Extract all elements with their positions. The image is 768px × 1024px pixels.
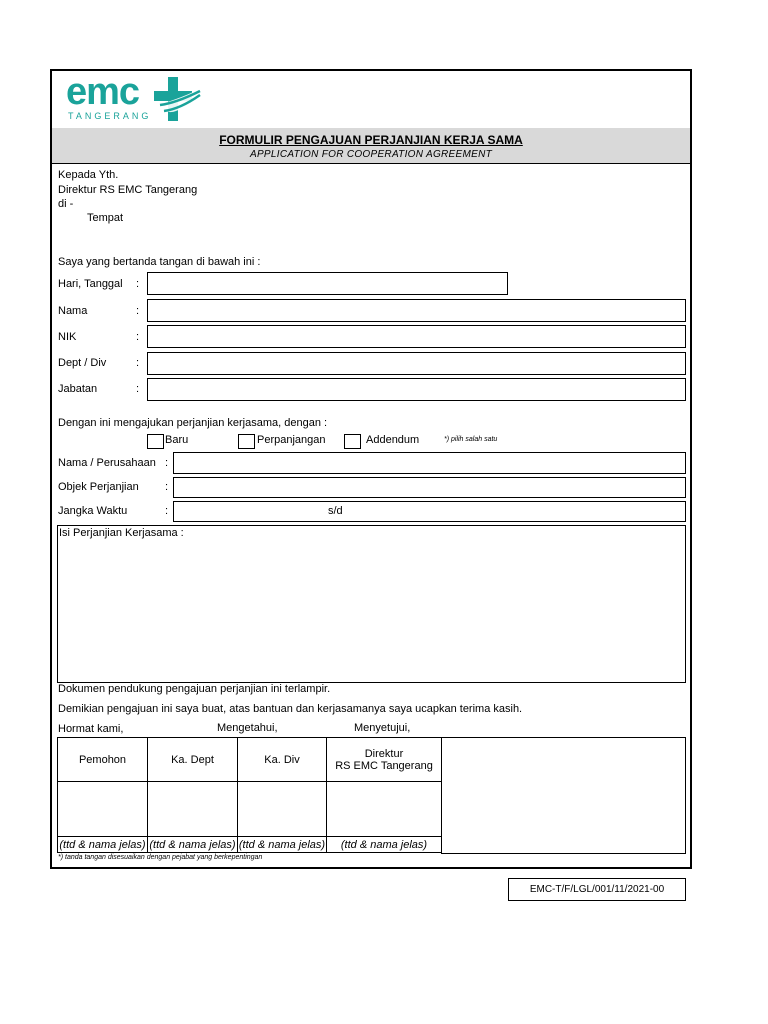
sig-space-ka-div[interactable] — [238, 782, 327, 837]
form-subtitle: APPLICATION FOR COOPERATION AGREEMENT — [249, 149, 493, 160]
sd-separator: s/d — [328, 505, 343, 517]
sig-foot: (ttd & nama jelas) — [238, 838, 326, 851]
form-code: EMC-T/F/LGL/001/11/2021-00 — [508, 878, 686, 901]
colon: : — [136, 305, 140, 317]
checkbox-addendum[interactable] — [344, 434, 361, 449]
isi-perjanjian-label: Isi Perjanjian Kerjasama : — [59, 527, 184, 539]
colon: : — [165, 505, 169, 517]
signature-note: *) tanda tangan disesuaikan dengan pejabat yang berkepentingan — [58, 854, 263, 861]
address-line-3: di - — [58, 198, 74, 210]
label-dept-div: Dept / Div — [58, 357, 107, 369]
option-perpanjangan-label: Perpanjangan — [257, 434, 326, 446]
colon: : — [165, 481, 169, 493]
logo-wordmark: emc — [66, 71, 140, 113]
form-title: FORMULIR PENGAJUAN PERJANJIAN KERJA SAMA — [219, 133, 523, 147]
signature-block-border — [441, 737, 686, 854]
sig-header-direktur — [327, 738, 442, 782]
label-jabatan: Jabatan — [58, 383, 98, 395]
sig-header-ka-dept: Ka. Dept — [148, 738, 238, 782]
colon: : — [136, 383, 140, 395]
logo-subtext: TANGERANG — [68, 111, 152, 121]
label-objek-perjanjian: Objek Perjanjian — [58, 481, 139, 493]
jabatan-field[interactable] — [147, 378, 686, 401]
sig-foot: (ttd & nama jelas) — [327, 837, 442, 853]
address-line-1: Kepada Yth. — [58, 169, 119, 181]
checkbox-baru[interactable] — [147, 434, 164, 449]
sig-header-pemohon: Pemohon — [58, 738, 148, 782]
colon: : — [136, 331, 140, 343]
direktur-line-1: Direktur — [364, 747, 404, 760]
hari-tanggal-field[interactable] — [147, 272, 508, 295]
select-one-note: *) pilih salah satu — [444, 436, 498, 443]
label-nama-perusahaan: Nama / Perusahaan — [58, 457, 156, 469]
label-jangka-waktu: Jangka Waktu — [58, 505, 128, 517]
nama-perusahaan-field[interactable] — [173, 452, 686, 474]
sig-foot: (ttd & nama jelas) — [149, 838, 236, 851]
closing-line-2: Demikian pengajuan ini saya buat, atas bantuan dan kerjasamanya saya ucapkan terima kasih. — [58, 703, 523, 715]
sig-header-ka-div: Ka. Div — [238, 738, 327, 782]
colon: : — [165, 457, 169, 469]
colon: : — [136, 278, 140, 290]
sig-space-ka-dept[interactable] — [148, 782, 238, 837]
request-text: Dengan ini mengajukan perjanjian kerjasama, dengan : — [58, 417, 328, 429]
header-logo-area — [52, 71, 690, 129]
signature-table — [57, 737, 442, 853]
sig-foot: (ttd & nama jelas) — [59, 838, 146, 851]
address-line-4: Tempat — [87, 212, 124, 224]
menyetujui: Menyetujui, — [354, 722, 411, 734]
intro-text: Saya yang bertanda tangan di bawah ini : — [58, 256, 261, 268]
dept-div-field[interactable] — [147, 352, 686, 375]
jangka-waktu-field[interactable] — [173, 501, 686, 522]
direktur-line-2: RS EMC Tangerang — [335, 759, 433, 772]
sig-space-direktur[interactable] — [327, 782, 442, 837]
address-line-2: Direktur RS EMC Tangerang — [58, 184, 198, 196]
option-addendum-label: Addendum — [366, 434, 420, 446]
emc-logo — [66, 73, 226, 125]
isi-perjanjian-area[interactable] — [57, 525, 686, 683]
label-hari-tanggal: Hari, Tanggal — [58, 278, 123, 290]
hormat-kami: Hormat kami, — [58, 723, 124, 735]
label-nik: NIK — [58, 331, 77, 343]
closing-line-1: Dokumen pendukung pengajuan perjanjian ini terlampir. — [58, 683, 331, 695]
mengetahui: Mengetahui, — [217, 722, 278, 734]
label-nama: Nama — [58, 305, 88, 317]
nik-field[interactable] — [147, 325, 686, 348]
nama-field[interactable] — [147, 299, 686, 322]
sig-space-pemohon[interactable] — [58, 782, 148, 837]
checkbox-perpanjangan[interactable] — [238, 434, 255, 449]
logo-cross-icon — [150, 75, 206, 123]
colon: : — [136, 357, 140, 369]
option-baru-label: Baru — [165, 434, 189, 446]
objek-perjanjian-field[interactable] — [173, 477, 686, 498]
